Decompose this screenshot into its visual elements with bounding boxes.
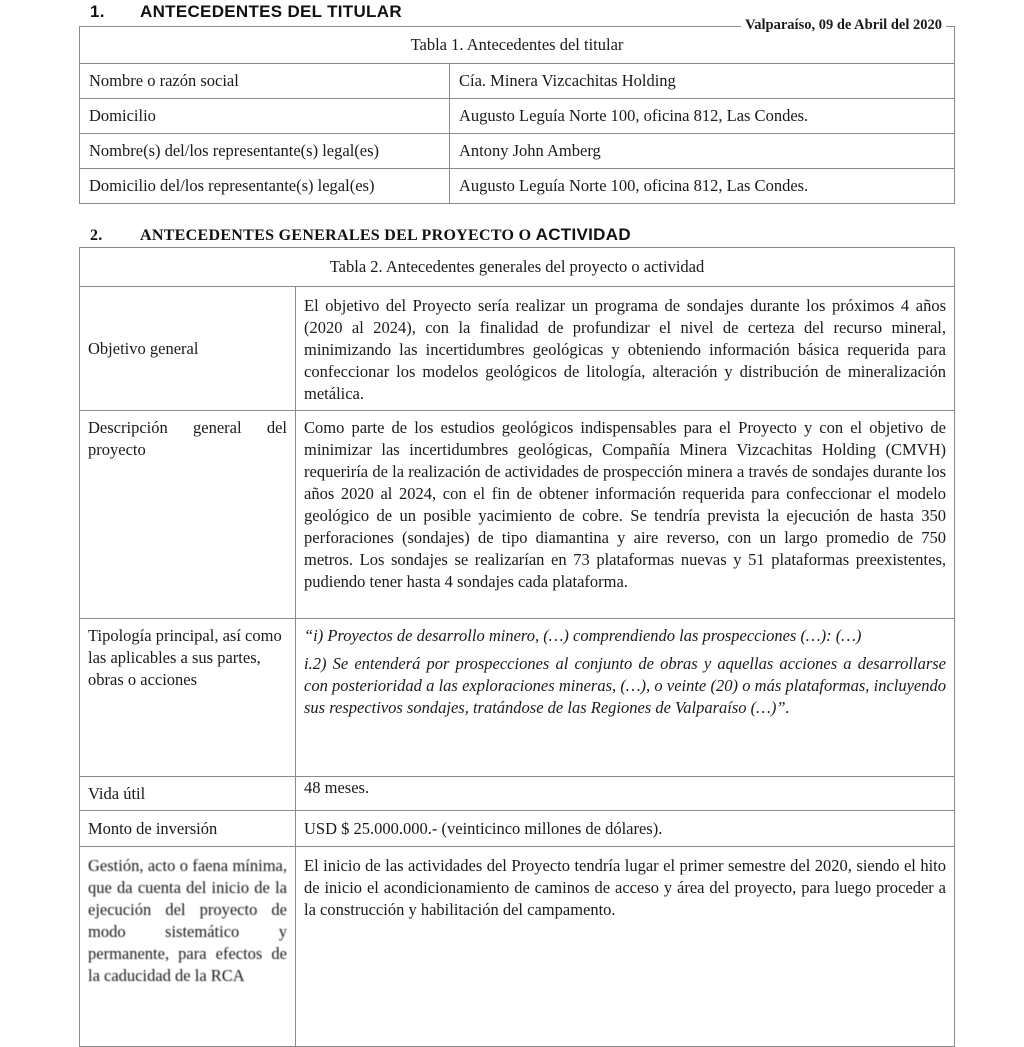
place-date: Valparaíso, 09 de Abril del 2020: [741, 17, 946, 34]
section-2-title-tail: ACTIVIDAD: [535, 225, 631, 244]
row-value: El inicio de las actividades del Proyecto tendría lugar el primer semestre del 2020, siendo el hito de inicio el acondicionamiento de caminos de acceso y área del proyecto, para luego proceder a la construcción y habilitación del campamento.: [296, 847, 955, 1047]
row-value: Augusto Leguía Norte 100, oficina 812, Las Condes.: [450, 169, 955, 204]
table-row: [80, 134, 955, 169]
row-value: USD $ 25.000.000.- (veinticinco millones de dólares).: [296, 811, 955, 847]
table-1-caption: Tabla 1. Antecedentes del titular: [80, 27, 955, 64]
table-row: [80, 777, 955, 811]
table-row: [80, 99, 955, 134]
row-label: Vida útil: [80, 777, 296, 811]
table-2-caption: Tabla 2. Antecedentes generales del proyecto o actividad: [80, 248, 955, 287]
row-value: Antony John Amberg: [450, 134, 955, 169]
table-row: [80, 287, 955, 411]
row-label: Nombre(s) del/los representante(s) legal(es): [80, 134, 450, 169]
section-1-title: ANTECEDENTES DEL TITULAR: [140, 2, 402, 21]
tipologia-paragraph-1: “i) Proyectos de desarrollo minero, (…) comprendiendo las prospecciones (…): (…): [304, 626, 862, 645]
row-label: Monto de inversión: [80, 811, 296, 847]
row-value: Cía. Minera Vizcachitas Holding: [450, 64, 955, 99]
row-label: Tipología principal, así como las aplicables a sus partes, obras o acciones: [80, 619, 296, 777]
titular-table: [79, 26, 955, 204]
table-row: [80, 64, 955, 99]
row-label: Domicilio del/los representante(s) legal(es): [80, 169, 450, 204]
row-label: Objetivo general: [80, 287, 296, 411]
table-row: [80, 847, 955, 1047]
section-2-heading: [90, 225, 631, 245]
section-2-number: 2.: [90, 227, 103, 244]
table-row: [80, 619, 955, 777]
section-2-title: ANTECEDENTES GENERALES DEL PROYECTO O: [140, 227, 532, 244]
tipologia-paragraph-2: i.2) Se entenderá por prospecciones al conjunto de obras y aquellas acciones a desarrollarse con posterioridad a las exploraciones mineras, (…), o veinte (20) o más plataformas, incluyendo sus respectivos sondajes, tratándose de las Regiones de Valparaíso (…)”.: [304, 654, 946, 717]
row-label: Gestión, acto o faena mínima, que da cuenta del inicio de la ejecución del proyecto de modo sistemático y permanente, para efectos de la caducidad de la RCA: [80, 847, 296, 1047]
row-value: 48 meses.: [296, 777, 955, 811]
table-row: [80, 169, 955, 204]
table-row: [80, 411, 955, 619]
section-1-heading: [90, 2, 402, 22]
section-1-number: 1.: [90, 2, 105, 21]
row-label: Descripción general del proyecto: [80, 411, 296, 619]
row-value: El objetivo del Proyecto sería realizar un programa de sondajes durante los próximos 4 años (2020 al 2024), con la finalidad de profundizar el nivel de certeza del recurso mineral, minimizando las incertidumbres geológicas y obteniendo información básica requerida para confeccionar los modelos geológicos de litología, alteración y distribución de mineralización metálica.: [296, 287, 955, 411]
table-row: [80, 811, 955, 847]
row-label: Nombre o razón social: [80, 64, 450, 99]
project-table: [79, 247, 955, 1047]
row-value: [296, 619, 955, 777]
row-value: Como parte de los estudios geológicos indispensables para el Proyecto y con el objetivo de minimizar las incertidumbres geológicas, Compañía Minera Vizcachitas Holding (CMVH) requeriría de la realización de actividades de prospección minera a través de sondajes durante los años 2020 al 2024, con el fin de obtener información requerida para confeccionar el modelo geológico de un posible yacimiento de cobre. Se tendría prevista la ejecución de hasta 350 perforaciones (sondajes) de tipo diamantina y aire reverso, con un largo promedio de 750 metros. Los sondajes se realizarían en 73 plataformas nuevas y 51 plataformas preexistentes, pudiendo tener hasta 4 sondajes cada plataforma.: [296, 411, 955, 619]
row-label: Domicilio: [80, 99, 450, 134]
row-value: Augusto Leguía Norte 100, oficina 812, Las Condes.: [450, 99, 955, 134]
